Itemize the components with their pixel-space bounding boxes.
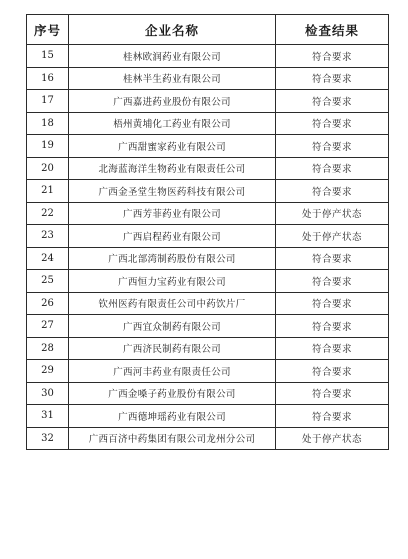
row-company-name: 北海蓝海洋生物药业有限责任公司 [69,157,276,180]
header-inspection-result: 检查结果 [276,15,389,45]
row-company-name: 广西德坤瑶药业有限公司 [69,405,276,428]
table-row [27,270,389,293]
row-index: 17 [27,90,69,113]
row-company-name: 钦州医药有限责任公司中药饮片厂 [69,292,276,315]
row-index: 20 [27,157,69,180]
table-row [27,225,389,248]
table-header-row [27,15,389,45]
row-company-name: 桂林半生药业有限公司 [69,67,276,90]
row-company-name: 广西济民制药有限公司 [69,337,276,360]
table-row [27,427,389,450]
header-index: 序号 [27,15,69,45]
row-company-name: 梧州黄埔化工药业有限公司 [69,112,276,135]
row-inspection-result: 符合要求 [276,337,389,360]
row-company-name: 广西甜蜜家药业有限公司 [69,135,276,158]
table-row [27,337,389,360]
row-index: 29 [27,360,69,383]
row-index: 21 [27,180,69,203]
table-row [27,180,389,203]
row-inspection-result: 符合要求 [276,382,389,405]
row-inspection-result: 符合要求 [276,247,389,270]
row-index: 16 [27,67,69,90]
row-index: 28 [27,337,69,360]
row-index: 18 [27,112,69,135]
row-index: 30 [27,382,69,405]
row-inspection-result: 符合要求 [276,90,389,113]
row-index: 19 [27,135,69,158]
row-inspection-result: 处于停产状态 [276,427,389,450]
table-row [27,90,389,113]
row-company-name: 广西河丰药业有限责任公司 [69,360,276,383]
table-row [27,157,389,180]
row-company-name: 广西启程药业有限公司 [69,225,276,248]
row-company-name: 广西嘉进药业股份有限公司 [69,90,276,113]
row-index: 25 [27,270,69,293]
row-company-name: 广西金圣堂生物医药科技有限公司 [69,180,276,203]
row-inspection-result: 符合要求 [276,292,389,315]
table-row [27,315,389,338]
row-company-name: 广西芳菲药业有限公司 [69,202,276,225]
table-row [27,247,389,270]
row-index: 26 [27,292,69,315]
row-inspection-result: 符合要求 [276,112,389,135]
row-inspection-result: 符合要求 [276,180,389,203]
row-company-name: 广西金嗓子药业股份有限公司 [69,382,276,405]
table-row [27,202,389,225]
row-inspection-result: 处于停产状态 [276,202,389,225]
header-company-name: 企业名称 [69,15,276,45]
row-index: 22 [27,202,69,225]
row-inspection-result: 符合要求 [276,157,389,180]
table-row [27,382,389,405]
row-index: 31 [27,405,69,428]
table-row [27,292,389,315]
row-company-name: 广西百济中药集团有限公司龙州分公司 [69,427,276,450]
row-index: 24 [27,247,69,270]
row-inspection-result: 符合要求 [276,135,389,158]
row-company-name: 广西宜众制药有限公司 [69,315,276,338]
table-row [27,135,389,158]
row-inspection-result: 符合要求 [276,67,389,90]
table-row [27,360,389,383]
row-index: 23 [27,225,69,248]
table-row [27,67,389,90]
row-inspection-result: 符合要求 [276,45,389,68]
row-index: 15 [27,45,69,68]
row-index: 27 [27,315,69,338]
row-company-name: 广西北部湾制药股份有限公司 [69,247,276,270]
table-row [27,45,389,68]
inspection-results-table [26,14,389,450]
row-company-name: 桂林欧润药业有限公司 [69,45,276,68]
row-inspection-result: 符合要求 [276,270,389,293]
row-inspection-result: 处于停产状态 [276,225,389,248]
row-inspection-result: 符合要求 [276,405,389,428]
table-row [27,112,389,135]
row-inspection-result: 符合要求 [276,315,389,338]
row-company-name: 广西恒力宝药业有限公司 [69,270,276,293]
row-index: 32 [27,427,69,450]
row-inspection-result: 符合要求 [276,360,389,383]
table-row [27,405,389,428]
